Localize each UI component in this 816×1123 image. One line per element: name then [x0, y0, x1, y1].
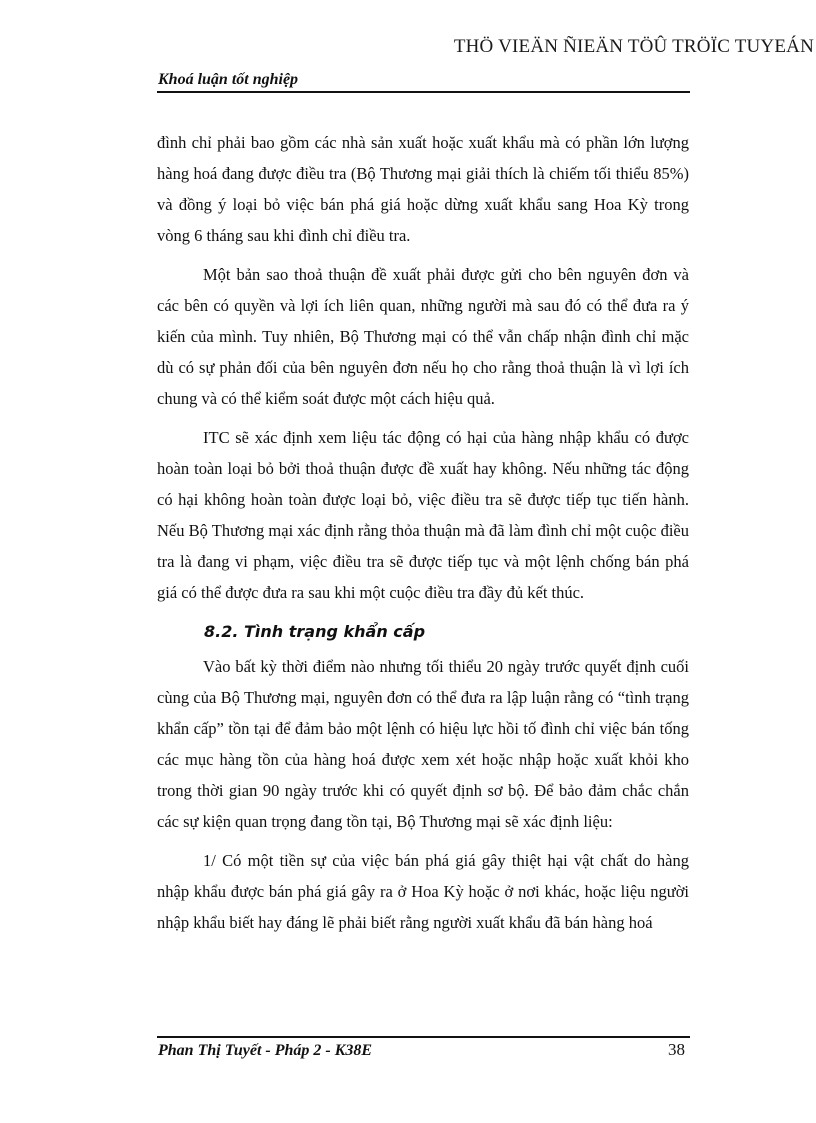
- footer-divider: [157, 1036, 690, 1038]
- body-paragraph-4: Vào bất kỳ thời điểm nào nhưng tối thiểu 20 ngày trước quyết định cuối cùng của Bộ Thương mại, nguyên đơn có thể đưa ra lập luận rằng có “tình trạng khẩn cấp” tồn tại để đảm bảo một lệnh có hiệu lực hồi tố đình chỉ việc bán tống các mục hàng tồn của hàng hoá được xem xét hoặc nhập hoặc xuất khỏi kho trong thời gian 90 ngày trước khi có quyết định sơ bộ. Để bảo đảm chắc chắn các sự kiện quan trọng đang tồn tại, Bộ Thương mại sẽ xác định liệu:: [157, 657, 689, 831]
- page-body: [157, 127, 689, 946]
- body-paragraph-1: đình chỉ phải bao gồm các nhà sản xuất hoặc xuất khẩu mà có phần lớn lượng hàng hoá đang được điều tra (Bộ Thương mại giải thích là chiếm tối thiểu 85%) và đồng ý loại bỏ việc bán phá giá hoặc dừng xuất khẩu sang Hoa Kỳ trong vòng 6 tháng sau khi đình chỉ điều tra.: [157, 133, 689, 245]
- running-header-title: Khoá luận tốt nghiệp: [158, 71, 299, 88]
- footer-author: Phan Thị Tuyết - Pháp 2 - K38E: [158, 1042, 373, 1059]
- body-paragraph-5: 1/ Có một tiền sự của việc bán phá giá gây thiệt hại vật chất do hàng nhập khẩu được bán phá giá gây ra ở Hoa Kỳ hoặc ở nơi khác, hoặc liệu người nhập khẩu biết hay đáng lẽ phải biết rằng người xuất khẩu đã bán hàng hoá: [157, 851, 689, 932]
- section-heading: 8.2. Tình trạng khẩn cấp: [204, 622, 426, 641]
- body-paragraph-2: Một bản sao thoả thuận đề xuất phải được gửi cho bên nguyên đơn và các bên có quyền và lợi ích liên quan, những người mà sau đó có thể đưa ra ý kiến của mình. Tuy nhiên, Bộ Thương mại có thể vẫn chấp nhận đình chỉ mặc dù có sự phản đối của bên nguyên đơn nếu họ cho rằng thoả thuận là vì lợi ích chung và có thể kiểm soát được một cách hiệu quả.: [157, 265, 689, 408]
- header-divider: [157, 91, 690, 93]
- body-paragraph-3: ITC sẽ xác định xem liệu tác động có hại của hàng nhập khẩu có được hoàn toàn loại bỏ bởi thoả thuận được đề xuất hay không. Nếu những tác động có hại không hoàn toàn được loại bỏ, việc điều tra sẽ được tiếp tục tiến hành. Nếu Bộ Thương mại xác định rằng thỏa thuận mà đã làm đình chỉ một cuộc điều tra là đang vi phạm, việc điều tra sẽ được tiếp tục và một lệnh chống bán phá giá có thể được đưa ra sau khi một cuộc điều tra đầy đủ kết thúc.: [157, 428, 689, 602]
- page-number: 38: [668, 1040, 685, 1059]
- library-watermark: THÖ VIEÄN ÑIEÄN TÖÛ TRÖÏC TUYEÁN: [453, 36, 814, 57]
